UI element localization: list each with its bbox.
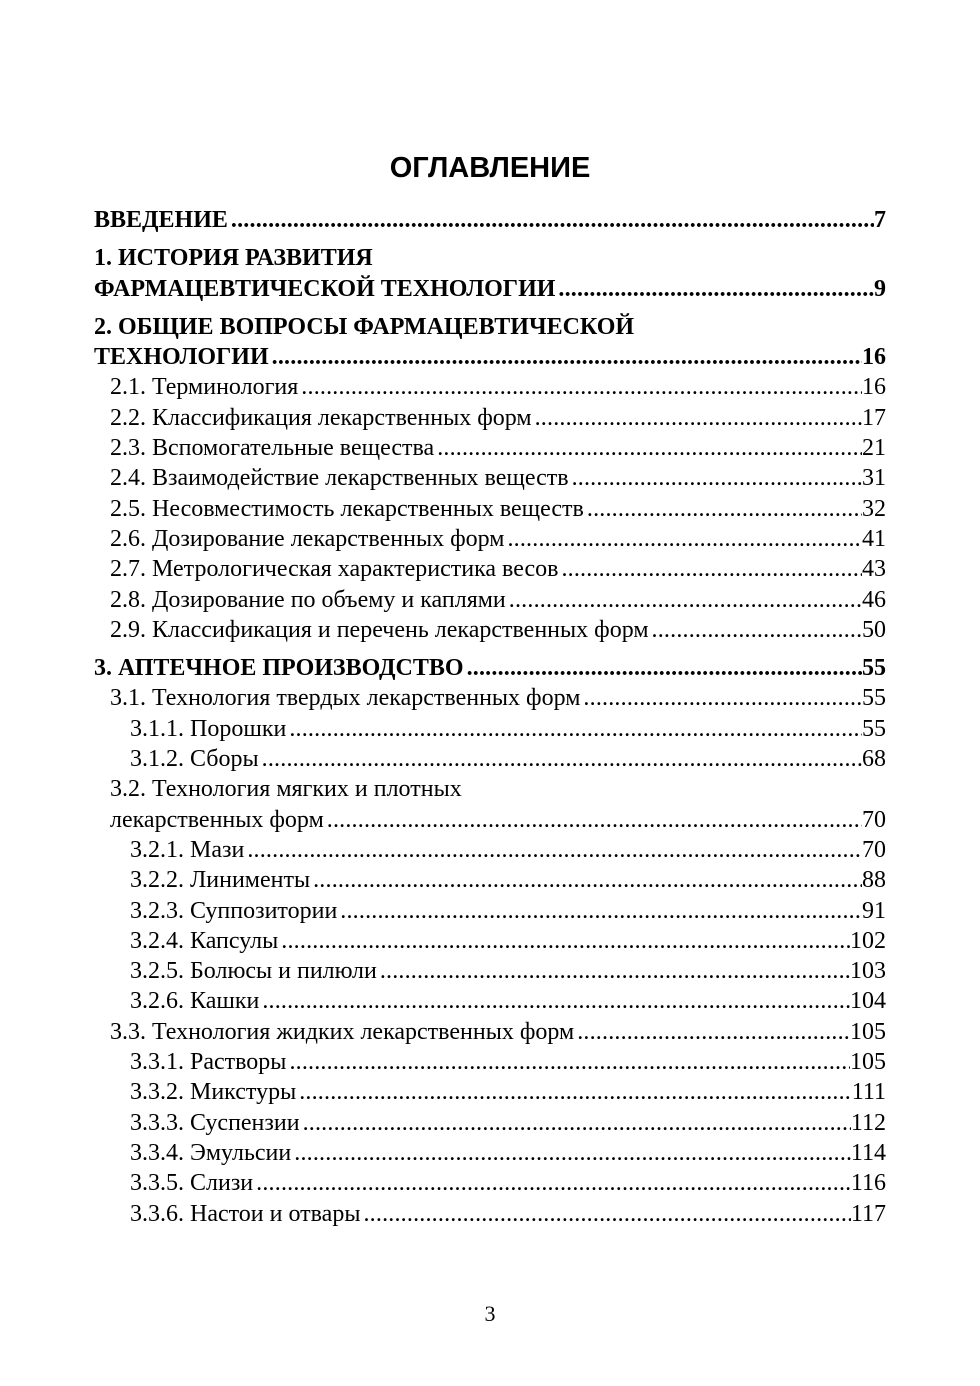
dot-leader (310, 865, 862, 895)
toc-entry-3-2-2[interactable] (94, 865, 886, 895)
dot-leader (360, 1199, 850, 1229)
toc-entry-label: 3.3.4. Эмульсии (130, 1139, 292, 1166)
dot-leader (278, 926, 850, 956)
dot-leader (555, 274, 874, 304)
toc-entry-label: 3.2. Технология мягких и плотных (110, 776, 462, 803)
toc-entry-label: 2.1. Терминология (110, 374, 299, 401)
toc-entry-page: 70 (862, 836, 886, 863)
toc-entry-2-7[interactable] (94, 554, 886, 584)
toc-entry-page: 46 (862, 586, 886, 613)
dot-leader (286, 714, 862, 744)
toc-entry-3-1-1[interactable] (94, 714, 886, 744)
toc-entry-page: 102 (850, 927, 886, 954)
toc-entry-2-6[interactable] (94, 524, 886, 554)
toc-entry-3-2[interactable] (94, 774, 886, 835)
dot-leader (253, 1168, 851, 1198)
toc-entry-label: 2.5. Несовместимость лекарственных веществ (110, 495, 584, 522)
toc-entry-2-5[interactable] (94, 494, 886, 524)
page-title: ОГЛАВЛЕНИЕ (389, 152, 591, 184)
toc-entry-label: 3.3.5. Слизи (130, 1170, 254, 1197)
toc-entry-2-1[interactable] (94, 372, 886, 402)
toc-entry-page: 117 (850, 1200, 886, 1227)
toc-entry-page: 104 (850, 988, 886, 1015)
dot-leader (464, 653, 862, 683)
dot-leader (434, 433, 862, 463)
toc-entry-page: 70 (862, 806, 886, 833)
toc-entry-label: 1. ИСТОРИЯ РАЗВИТИЯ (94, 245, 373, 272)
toc-entry-3-3-2[interactable] (94, 1077, 886, 1107)
dot-leader (259, 744, 862, 774)
toc-entry-label: 3.2.3. Суппозитории (130, 897, 338, 924)
toc-entry-3-1-2[interactable] (94, 744, 886, 774)
dot-leader (259, 986, 850, 1016)
toc-entry-page: 91 (862, 897, 886, 924)
toc-entry-page: 55 (862, 715, 886, 742)
toc-entry-page: 68 (862, 746, 886, 773)
toc-entry-label: 3.1. Технология твердых лекарственных форм (110, 685, 581, 712)
toc-entry-page: 105 (850, 1049, 886, 1076)
toc-entry-3-3-4[interactable] (94, 1138, 886, 1168)
dot-leader (298, 372, 862, 402)
toc-entry-label: лекарственных форм (110, 806, 324, 833)
toc-entry-page: 7 (874, 207, 886, 233)
toc-entry-label: ВВЕДЕНИЕ (94, 207, 228, 233)
dot-leader (574, 1017, 850, 1047)
toc-entry-3-3-5[interactable] (94, 1168, 886, 1198)
toc-entry-label: 3.1.1. Порошки (130, 715, 287, 742)
dot-leader (291, 1138, 851, 1168)
toc-entry-2-2[interactable] (94, 403, 886, 433)
toc-entry-label: 2.6. Дозирование лекарственных форм (110, 525, 505, 552)
toc-entry-page: 9 (874, 275, 886, 302)
toc-entry-3-2-4[interactable] (94, 926, 886, 956)
dot-leader (649, 615, 862, 645)
toc-entry-2-3[interactable] (94, 433, 886, 463)
toc-entry-label: 2.2. Классификация лекарственных форм (110, 404, 532, 431)
toc-entry-2-4[interactable] (94, 463, 886, 493)
toc-entry-3-2-5[interactable] (94, 956, 886, 986)
toc-entry-3-3[interactable] (94, 1017, 886, 1047)
toc-entry-3-2-1[interactable] (94, 835, 886, 865)
toc-entry-intro[interactable] (94, 205, 886, 235)
toc-entry-3-2-6[interactable] (94, 986, 886, 1016)
page-number: 3 (484, 1301, 496, 1326)
dot-leader (558, 554, 862, 584)
dot-leader (300, 1108, 851, 1138)
dot-leader (324, 805, 862, 835)
toc-entry-label: 2.4. Взаимодействие лекарственных веществ (110, 465, 569, 492)
toc-entry-label: 3.2.1. Мази (130, 836, 245, 863)
toc-entry-page: 55 (862, 685, 886, 712)
dot-leader (569, 463, 862, 493)
toc-entry-label: 3.1.2. Сборы (130, 746, 259, 773)
toc-entry-page: 103 (850, 958, 886, 985)
toc-entry-page: 31 (862, 465, 886, 492)
toc-entry-page: 32 (862, 495, 886, 522)
dot-leader (532, 403, 862, 433)
toc-entry-page: 50 (862, 616, 886, 643)
dot-leader (286, 1047, 850, 1077)
toc-entry-label: 3.3. Технология жидких лекарственных форм (110, 1018, 575, 1045)
toc-entry-label: 2. ОБЩИЕ ВОПРОСЫ ФАРМАЦЕВТИЧЕСКОЙ (94, 313, 635, 340)
dot-leader (504, 524, 862, 554)
toc-entry-page: 116 (850, 1170, 886, 1197)
toc-entry-3-3-1[interactable] (94, 1047, 886, 1077)
toc-entry-label: 3.2.6. Кашки (130, 988, 260, 1015)
toc-entry-label: 3. АПТЕЧНОЕ ПРОИЗВОДСТВО (94, 655, 464, 682)
dot-leader (228, 205, 874, 235)
toc-entry-page: 17 (862, 404, 886, 431)
toc-entry-page: 16 (862, 344, 886, 371)
toc-entry-label: 3.2.4. Капсулы (130, 927, 279, 954)
toc-entry-page: 16 (862, 374, 886, 401)
toc-entry-chapter-1[interactable] (94, 243, 886, 304)
toc-entry-3-3-6[interactable] (94, 1199, 886, 1229)
toc-entry-2-9[interactable] (94, 615, 886, 645)
toc-entry-page: 41 (862, 525, 886, 552)
toc-entry-label: 3.3.2. Микстуры (130, 1079, 297, 1106)
toc-entry-page: 43 (862, 556, 886, 583)
toc-entry-3-3-3[interactable] (94, 1108, 886, 1138)
dot-leader (377, 956, 850, 986)
toc-entry-label: 3.3.6. Настои и отвары (130, 1200, 361, 1227)
toc-entry-label: 2.7. Метрологическая характеристика весов (110, 556, 559, 583)
toc-entry-label: 2.3. Вспомогательные вещества (110, 435, 435, 462)
toc-entry-page: 21 (862, 435, 886, 462)
toc-entry-label: 2.9. Классификация и перечень лекарственных форм (110, 616, 649, 643)
toc-entry-label: 3.2.5. Болюсы и пилюли (130, 958, 377, 985)
toc-entry-label: 3.3.1. Растворы (130, 1049, 287, 1076)
toc-entry-page: 114 (850, 1139, 886, 1166)
toc-entry-label: 2.8. Дозирование по объему и каплями (110, 586, 506, 613)
toc-entry-3-2-3[interactable] (94, 896, 886, 926)
table-of-contents (94, 205, 886, 1229)
toc-entry-page: 88 (862, 867, 886, 894)
dot-leader (506, 585, 862, 615)
dot-leader (269, 342, 862, 372)
toc-entry-label: ТЕХНОЛОГИИ (94, 344, 269, 371)
toc-entry-label: ФАРМАЦЕВТИЧЕСКОЙ ТЕХНОЛОГИИ (94, 275, 556, 302)
toc-entry-2-8[interactable] (94, 585, 886, 615)
dot-leader (337, 896, 862, 926)
toc-entry-page: 105 (850, 1018, 886, 1045)
toc-entry-chapter-3[interactable] (94, 653, 886, 683)
dot-leader (244, 835, 862, 865)
toc-entry-chapter-2[interactable] (94, 312, 886, 373)
toc-entry-label: 3.3.3. Суспензии (130, 1109, 300, 1136)
dot-leader (584, 494, 862, 524)
toc-entry-label: 3.2.2. Линименты (130, 867, 311, 894)
toc-entry-page: 112 (850, 1109, 886, 1136)
toc-entry-3-1[interactable] (94, 683, 886, 713)
toc-entry-page: 55 (862, 655, 886, 682)
dot-leader (580, 683, 862, 713)
toc-entry-page: 111 (851, 1079, 886, 1106)
dot-leader (296, 1077, 852, 1107)
